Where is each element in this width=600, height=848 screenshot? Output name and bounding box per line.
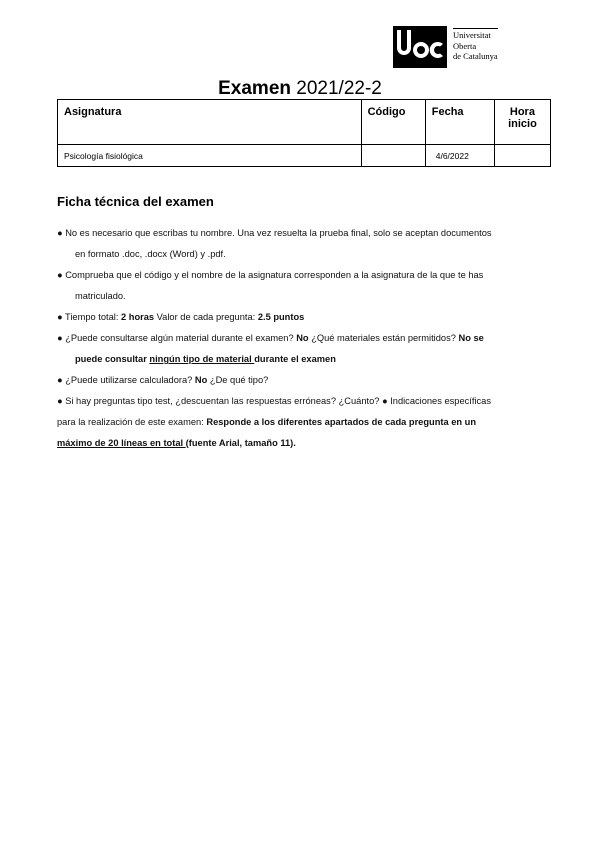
table-header-row	[58, 100, 551, 145]
bullet-1-line-1: ● No es necesario que escribas tu nombre. Una vez resuelta la prueba final, solo se aceptan documentos	[57, 228, 492, 238]
page-title	[0, 78, 600, 100]
bullet-4-line-2	[75, 354, 336, 364]
cell-hora	[494, 145, 550, 167]
bullet-4-l2-a: puede consultar	[75, 354, 150, 364]
bullet-3	[57, 312, 304, 322]
bullet-6-line-2	[57, 417, 476, 427]
bullet-5-a: ● ¿Puede utilizarse calculadora?	[57, 375, 195, 385]
title-year: 2021/22-2	[296, 78, 382, 99]
bullet-6-line-1: ● Si hay preguntas tipo test, ¿descuentan las respuestas erróneas? ¿Cuánto? ● Indicaciones específicas	[57, 396, 491, 406]
bullet-6-l2-a: para la realización de este examen:	[57, 417, 207, 427]
bullet-3-time: 2 horas	[121, 312, 155, 322]
table-row	[58, 145, 551, 167]
bullet-4-d: No se	[458, 333, 484, 343]
bullet-5	[57, 375, 268, 385]
bullet-1-line-2: en formato .doc, .docx (Word) y .pdf.	[75, 249, 226, 259]
uoc-logo	[393, 26, 498, 68]
bullet-6-l3-a: máximo de 20 líneas en total	[57, 438, 186, 448]
bullet-4-c: ¿Qué materiales están permitidos?	[308, 333, 459, 343]
uoc-logo-mark	[393, 26, 447, 68]
header-hora-line1: Hora	[509, 106, 535, 118]
title-bold: Examen	[218, 78, 291, 99]
bullet-2-line-1: ● Comprueba que el código y el nombre de la asignatura corresponden a la asignatura de la que te has	[57, 270, 484, 280]
cell-fecha: 4/6/2022	[425, 145, 494, 167]
bullet-2-line-2: matriculado.	[75, 291, 126, 301]
bullet-4-no: No	[296, 333, 309, 343]
section-title: Ficha técnica del examen	[57, 194, 214, 209]
exam-info-table	[57, 99, 551, 167]
header-hora	[494, 100, 550, 145]
cell-asignatura: Psicología fisiológica	[58, 145, 362, 167]
bullet-5-c: ¿De qué tipo?	[207, 375, 269, 385]
bullet-4-a: ● ¿Puede consultarse algún material durante el examen?	[57, 333, 297, 343]
header-hora-line2: inicio	[508, 118, 537, 130]
logo-line-2: Oberta	[453, 40, 477, 51]
bullet-3-points: 2.5 puntos	[257, 312, 305, 322]
uoc-logo-text	[453, 28, 498, 62]
bullet-6-line-3	[57, 438, 296, 448]
bullet-5-no: No	[194, 375, 208, 385]
logo-line-3: de Catalunya	[453, 51, 498, 61]
header-codigo: Código	[361, 100, 425, 145]
bullet-4-line-1	[57, 333, 484, 343]
logo-line-1: Universitat	[453, 28, 498, 41]
header-fecha: Fecha	[425, 100, 494, 145]
bullet-4-l2-b: ningún tipo de material	[149, 354, 255, 364]
bullet-6-l2-b: Responde a los diferentes apartados de cada pregunta en un	[206, 417, 477, 427]
header-asignatura: Asignatura	[58, 100, 362, 145]
bullet-4-l2-c: durante el examen	[254, 354, 336, 364]
cell-codigo	[361, 145, 425, 167]
bullet-6-l3-b: (fuente Arial, tamaño 11).	[185, 438, 296, 448]
bullet-3-a: ● Tiempo total:	[57, 312, 122, 322]
bullet-3-c: Valor de cada pregunta:	[154, 312, 258, 322]
